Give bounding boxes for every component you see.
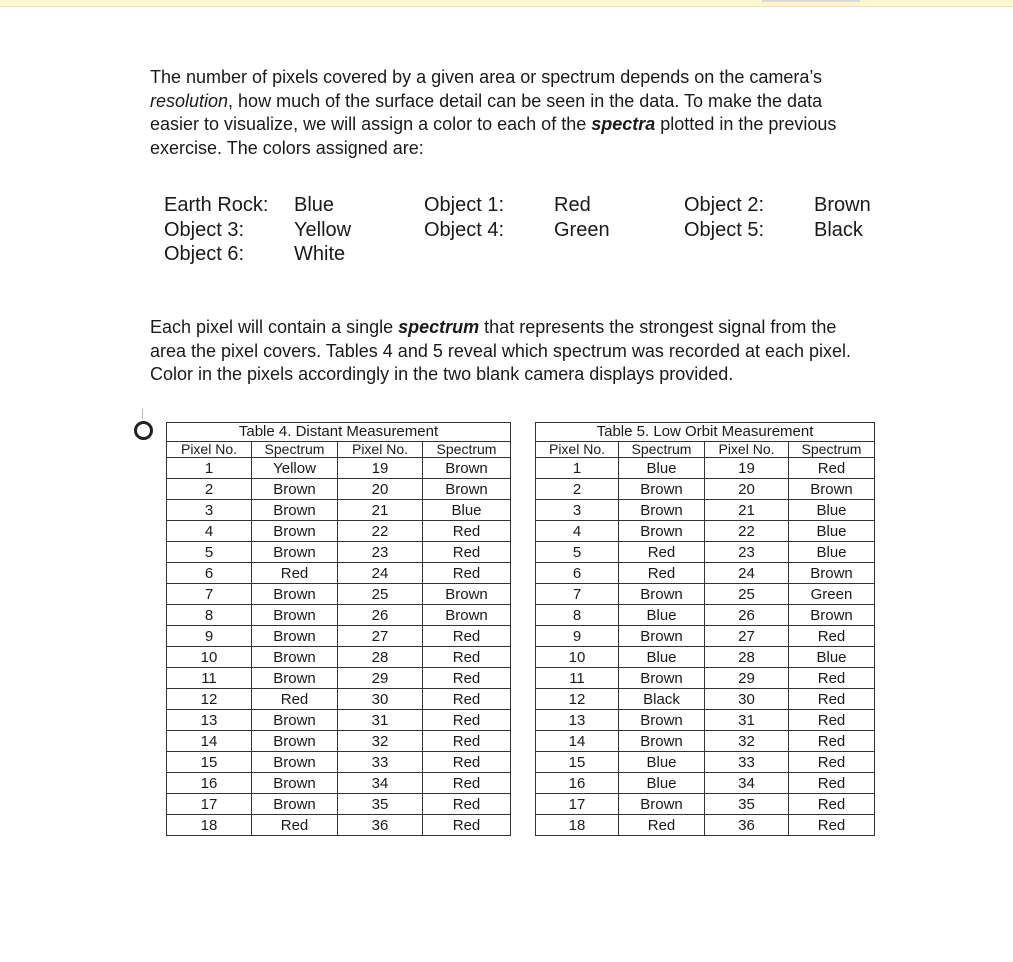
table5-header-cell: Pixel No. bbox=[705, 442, 789, 458]
table5-row bbox=[536, 458, 875, 479]
table4-cell: 30 bbox=[338, 689, 423, 710]
table4-cell: Brown bbox=[252, 542, 338, 563]
color-key bbox=[164, 193, 904, 268]
table4-cell: 14 bbox=[167, 731, 252, 752]
table4-cell: 2 bbox=[167, 479, 252, 500]
table4-cell: Red bbox=[252, 815, 338, 836]
intro-emphasis-resolution: resolution bbox=[150, 90, 229, 111]
table4-cell: Red bbox=[423, 710, 511, 731]
table5-cell: Blue bbox=[789, 542, 875, 563]
table4-cell: Red bbox=[423, 794, 511, 815]
table4-cell: 22 bbox=[338, 521, 423, 542]
table5-cell: Brown bbox=[619, 731, 705, 752]
table4-cell: Red bbox=[252, 689, 338, 710]
table5-row bbox=[536, 668, 875, 689]
table5-row bbox=[536, 563, 875, 584]
table4-cell: Brown bbox=[423, 479, 511, 500]
table5-cell: Red bbox=[789, 731, 875, 752]
table5-cell: 4 bbox=[536, 521, 619, 542]
table4-cell: Red bbox=[423, 773, 511, 794]
table4-row bbox=[167, 521, 511, 542]
table5-cell: 32 bbox=[705, 731, 789, 752]
table5-cell: Red bbox=[619, 542, 705, 563]
table4-cell: 32 bbox=[338, 731, 423, 752]
table5-cell: Blue bbox=[619, 752, 705, 773]
table4-cell: 1 bbox=[167, 458, 252, 479]
table-anchor-handle-icon[interactable] bbox=[134, 421, 153, 440]
table4-header-cell: Spectrum bbox=[423, 442, 511, 458]
table5-cell: 36 bbox=[705, 815, 789, 836]
table5-cell: 10 bbox=[536, 647, 619, 668]
table5-row bbox=[536, 731, 875, 752]
table4-cell: 31 bbox=[338, 710, 423, 731]
earth-rock-color: Blue bbox=[294, 194, 335, 216]
table4-row bbox=[167, 815, 511, 836]
table4-cell: 36 bbox=[338, 815, 423, 836]
table5-cell: 30 bbox=[705, 689, 789, 710]
table5-cell: Brown bbox=[619, 479, 705, 500]
table5-cell: 18 bbox=[536, 815, 619, 836]
table5-cell: Blue bbox=[619, 458, 705, 479]
table5-cell: 27 bbox=[705, 626, 789, 647]
table5-cell: Blue bbox=[789, 500, 875, 521]
table5-row bbox=[536, 479, 875, 500]
table4-cell: 21 bbox=[338, 500, 423, 521]
table5-row bbox=[536, 500, 875, 521]
table4-cell: Brown bbox=[423, 584, 511, 605]
table5-cell: Blue bbox=[619, 647, 705, 668]
object2-color: Brown bbox=[814, 194, 871, 216]
table5-cell: Blue bbox=[789, 521, 875, 542]
table4-cell: 26 bbox=[338, 605, 423, 626]
table5-cell: Red bbox=[619, 563, 705, 584]
table4-cell: 12 bbox=[167, 689, 252, 710]
table5-cell: Brown bbox=[789, 479, 875, 500]
table5-cell: Red bbox=[789, 689, 875, 710]
table4-cell: 25 bbox=[338, 584, 423, 605]
table4-cell: Red bbox=[423, 647, 511, 668]
table5-cell: 29 bbox=[705, 668, 789, 689]
table4-row bbox=[167, 647, 511, 668]
table5-cell: Green bbox=[789, 584, 875, 605]
instructions-text-1: Each pixel will contain a single bbox=[150, 317, 399, 337]
object1-color: Red bbox=[554, 194, 591, 216]
table4-row bbox=[167, 584, 511, 605]
table4-cell: 27 bbox=[338, 626, 423, 647]
table5-header-row bbox=[536, 442, 875, 458]
table4-row bbox=[167, 731, 511, 752]
table4-cell: 18 bbox=[167, 815, 252, 836]
table4-cell: Blue bbox=[423, 500, 511, 521]
table4-cell: Red bbox=[423, 563, 511, 584]
table4-cell: 35 bbox=[338, 794, 423, 815]
intro-emphasis-spectra: spectra bbox=[591, 114, 656, 134]
table4-row bbox=[167, 500, 511, 521]
top-toolbar-strip bbox=[0, 0, 1013, 7]
object4-label: Object 4: bbox=[424, 218, 505, 241]
table4-row bbox=[167, 773, 511, 794]
table4-header-row bbox=[167, 442, 511, 458]
intro-text-2: , how much of the surface detail can be seen in the data. To make the data easier to visualize, we will assign a color to each of the bbox=[150, 90, 823, 134]
table5-cell: 6 bbox=[536, 563, 619, 584]
table4-header-cell: Spectrum bbox=[252, 442, 338, 458]
table5-cell: 9 bbox=[536, 626, 619, 647]
table4-row bbox=[167, 626, 511, 647]
object5-color: Black bbox=[814, 218, 863, 241]
table4-cell: Brown bbox=[252, 647, 338, 668]
table4-cell: 29 bbox=[338, 668, 423, 689]
table4-cell: Brown bbox=[423, 605, 511, 626]
earth-rock-label: Earth Rock: bbox=[164, 194, 269, 216]
table4-cell: 16 bbox=[167, 773, 252, 794]
table5-row bbox=[536, 689, 875, 710]
table5-cell: 25 bbox=[705, 584, 789, 605]
table5-cell: 23 bbox=[705, 542, 789, 563]
table5-cell: Blue bbox=[619, 773, 705, 794]
table5-cell: 12 bbox=[536, 689, 619, 710]
table5-row bbox=[536, 542, 875, 563]
table4-row bbox=[167, 542, 511, 563]
table5-row bbox=[536, 773, 875, 794]
table-distant-measurement bbox=[166, 422, 511, 836]
table4-cell: 28 bbox=[338, 647, 423, 668]
table5-cell: Red bbox=[619, 815, 705, 836]
table5-row bbox=[536, 647, 875, 668]
table4-cell: 24 bbox=[338, 563, 423, 584]
table4-cell: Red bbox=[423, 815, 511, 836]
table4-cell: 34 bbox=[338, 773, 423, 794]
table4-cell: 7 bbox=[167, 584, 252, 605]
table5-cell: 33 bbox=[705, 752, 789, 773]
table5-cell: 26 bbox=[705, 605, 789, 626]
table5-cell: 24 bbox=[705, 563, 789, 584]
table4-cell: Red bbox=[423, 752, 511, 773]
table4-cell: Brown bbox=[252, 752, 338, 773]
table5-cell: Brown bbox=[619, 584, 705, 605]
table5-cell: Brown bbox=[789, 605, 875, 626]
table5-row bbox=[536, 626, 875, 647]
table5-cell: Brown bbox=[619, 521, 705, 542]
table4-row bbox=[167, 605, 511, 626]
table4-cell: Brown bbox=[252, 668, 338, 689]
table4-cell: 3 bbox=[167, 500, 252, 521]
table4-row bbox=[167, 479, 511, 500]
object4-color: Green bbox=[554, 218, 610, 241]
table5-cell: 2 bbox=[536, 479, 619, 500]
table5-cell: Red bbox=[789, 710, 875, 731]
table4-cell: Brown bbox=[423, 458, 511, 479]
table4-row bbox=[167, 752, 511, 773]
table4-cell: Brown bbox=[252, 626, 338, 647]
table5-cell: 34 bbox=[705, 773, 789, 794]
instructions-emphasis-spectrum: spectrum bbox=[398, 317, 480, 337]
table4-cell: Brown bbox=[252, 731, 338, 752]
table4-row bbox=[167, 458, 511, 479]
table4-row bbox=[167, 710, 511, 731]
table5-cell: Red bbox=[789, 668, 875, 689]
table4-cell: Brown bbox=[252, 479, 338, 500]
table5-cell: Red bbox=[789, 752, 875, 773]
table5-cell: 11 bbox=[536, 668, 619, 689]
table5-cell: Red bbox=[789, 773, 875, 794]
table4-row bbox=[167, 794, 511, 815]
table4-row bbox=[167, 563, 511, 584]
table5-cell: Red bbox=[789, 794, 875, 815]
table5-cell: Brown bbox=[619, 668, 705, 689]
table5-cell: 17 bbox=[536, 794, 619, 815]
table4-cell: 23 bbox=[338, 542, 423, 563]
table4-cell: Brown bbox=[252, 500, 338, 521]
table4-cell: 11 bbox=[167, 668, 252, 689]
table4-header-cell: Pixel No. bbox=[167, 442, 252, 458]
table4-cell: Brown bbox=[252, 605, 338, 626]
table5-cell: Brown bbox=[619, 626, 705, 647]
table4-cell: Brown bbox=[252, 584, 338, 605]
table4-cell: 17 bbox=[167, 794, 252, 815]
table4-cell: 15 bbox=[167, 752, 252, 773]
table4-cell: Brown bbox=[252, 794, 338, 815]
table5-cell: 35 bbox=[705, 794, 789, 815]
table5-cell: 15 bbox=[536, 752, 619, 773]
table5-row bbox=[536, 815, 875, 836]
instructions-paragraph bbox=[150, 316, 870, 387]
table5-cell: 1 bbox=[536, 458, 619, 479]
table5-row bbox=[536, 521, 875, 542]
object5-label: Object 5: bbox=[684, 218, 765, 241]
object3-label: Object 3: bbox=[164, 218, 245, 241]
table4-cell: 6 bbox=[167, 563, 252, 584]
table5-cell: 20 bbox=[705, 479, 789, 500]
table4-cell: 5 bbox=[167, 542, 252, 563]
table5-cell: Red bbox=[789, 815, 875, 836]
table4-cell: 33 bbox=[338, 752, 423, 773]
table5-cell: Brown bbox=[619, 500, 705, 521]
table5-cell: 22 bbox=[705, 521, 789, 542]
table4-cell: Red bbox=[423, 626, 511, 647]
table4-cell: 9 bbox=[167, 626, 252, 647]
table5-caption: Table 5. Low Orbit Measurement bbox=[535, 422, 875, 441]
table5-cell: 31 bbox=[705, 710, 789, 731]
toolbar-tab-indicator bbox=[762, 0, 860, 2]
table4-cell: Brown bbox=[252, 773, 338, 794]
table5-cell: 21 bbox=[705, 500, 789, 521]
table4-cell: 8 bbox=[167, 605, 252, 626]
table5-cell: Brown bbox=[789, 563, 875, 584]
anchor-line bbox=[142, 409, 143, 419]
table4-row bbox=[167, 668, 511, 689]
table5-row bbox=[536, 584, 875, 605]
table5-row bbox=[536, 605, 875, 626]
object6-label: Object 6: bbox=[164, 243, 245, 265]
table-low-orbit-measurement bbox=[535, 422, 875, 836]
table5-cell: Brown bbox=[619, 710, 705, 731]
table5-cell: Blue bbox=[789, 647, 875, 668]
table5-cell: 7 bbox=[536, 584, 619, 605]
table5-cell: Blue bbox=[619, 605, 705, 626]
object1-label: Object 1: bbox=[424, 194, 505, 216]
table5-cell: 8 bbox=[536, 605, 619, 626]
table5-row bbox=[536, 752, 875, 773]
table5-cell: Red bbox=[789, 626, 875, 647]
table5-cell: 13 bbox=[536, 710, 619, 731]
table5-cell: 14 bbox=[536, 731, 619, 752]
table5-cell: Red bbox=[789, 458, 875, 479]
table4-row bbox=[167, 689, 511, 710]
object3-color: Yellow bbox=[294, 218, 352, 241]
table4-cell: Brown bbox=[252, 521, 338, 542]
table5-cell: 5 bbox=[536, 542, 619, 563]
table5-header-cell: Spectrum bbox=[619, 442, 705, 458]
table4-cell: Red bbox=[252, 563, 338, 584]
table5-cell: 3 bbox=[536, 500, 619, 521]
table5-cell: Brown bbox=[619, 794, 705, 815]
table4-caption: Table 4. Distant Measurement bbox=[166, 422, 511, 441]
table5-cell: 28 bbox=[705, 647, 789, 668]
table5-cell: Black bbox=[619, 689, 705, 710]
table4-cell: 4 bbox=[167, 521, 252, 542]
object6-color: White bbox=[294, 243, 346, 265]
table5-cell: 19 bbox=[705, 458, 789, 479]
table4-cell: Red bbox=[423, 731, 511, 752]
table4-cell: Red bbox=[423, 521, 511, 542]
intro-text-1: The number of pixels covered by a given area or spectrum depends on the camera’s bbox=[150, 67, 823, 87]
table5-row bbox=[536, 710, 875, 731]
intro-text-3: plotted in the previous exercise. The colors assigned are: bbox=[150, 114, 837, 158]
table4-header-cell: Pixel No. bbox=[338, 442, 423, 458]
table4-cell: Brown bbox=[252, 710, 338, 731]
table5-row bbox=[536, 794, 875, 815]
table4-cell: Red bbox=[423, 689, 511, 710]
table5-header-cell: Spectrum bbox=[789, 442, 875, 458]
table4-cell: 19 bbox=[338, 458, 423, 479]
table4-cell: Red bbox=[423, 668, 511, 689]
instructions-text-2: that represents the strongest signal from the area the pixel covers. Tables 4 and 5 reveal which spectrum was recorded at each pixel. Color in the pixels accordingly in the two blank camera displays provided. bbox=[150, 317, 852, 384]
intro-paragraph bbox=[150, 66, 870, 160]
table4-cell: 13 bbox=[167, 710, 252, 731]
table4-cell: 20 bbox=[338, 479, 423, 500]
object2-label: Object 2: bbox=[684, 194, 765, 216]
table4-cell: Yellow bbox=[252, 458, 338, 479]
table5-cell: 16 bbox=[536, 773, 619, 794]
table4-cell: Red bbox=[423, 542, 511, 563]
table5-header-cell: Pixel No. bbox=[536, 442, 619, 458]
table4-cell: 10 bbox=[167, 647, 252, 668]
